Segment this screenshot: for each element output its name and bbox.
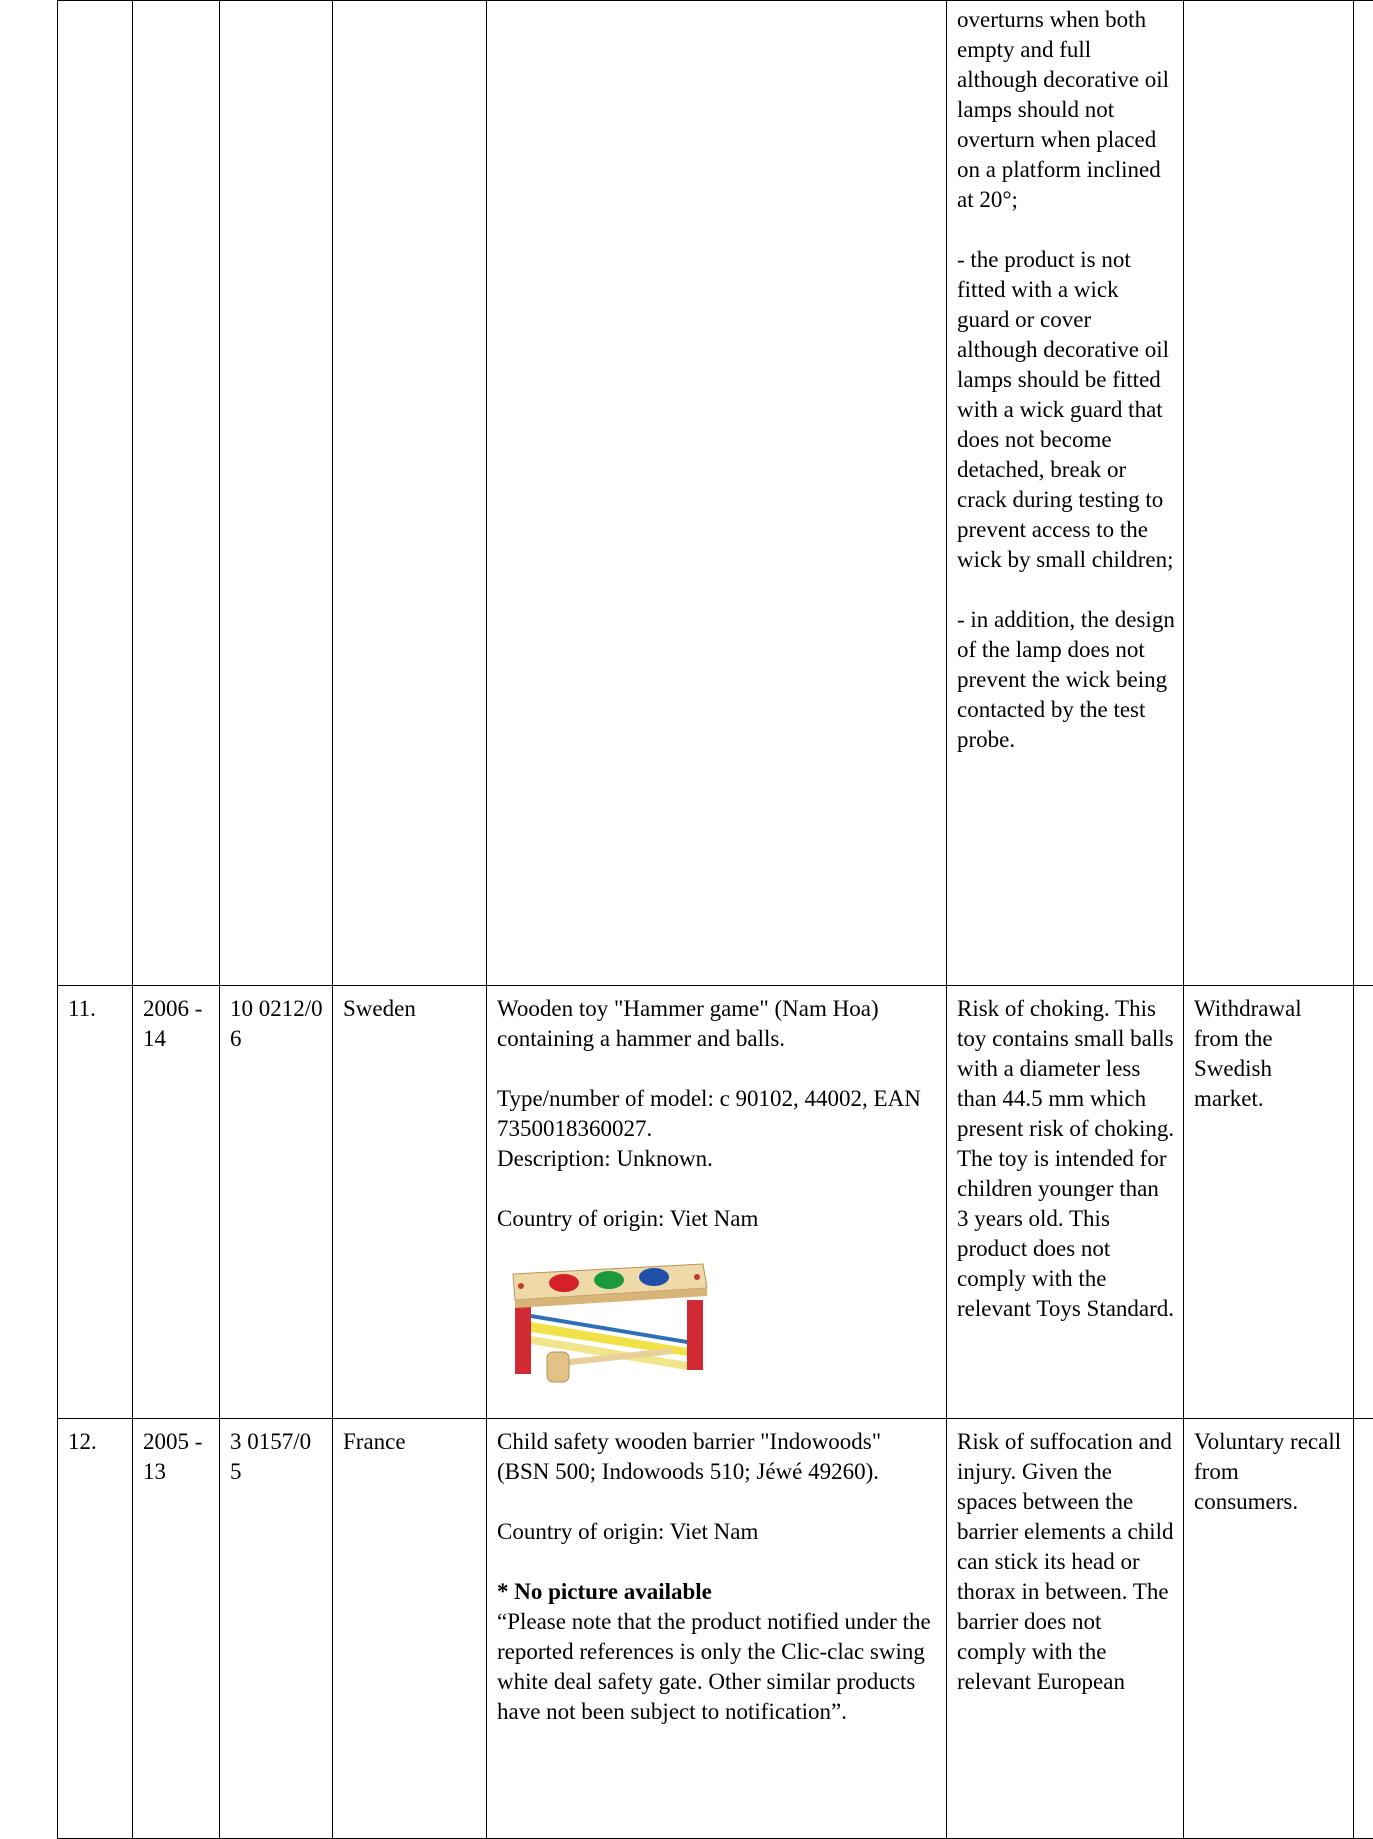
cell-year: 2005 - 13	[133, 1419, 220, 1839]
cell-extra	[1354, 1419, 1373, 1839]
cell-product	[487, 1, 947, 986]
cell-risk: Risk of choking. This toy contains small balls with a diameter less than 44.5 mm which present risk of choking. The toy is intended for children younger than 3 years old. This product does not comply with the relevant Toys Standard.	[947, 986, 1184, 1419]
cell-measures: Voluntary recall from consumers.	[1184, 1419, 1354, 1839]
no-picture-note: * No picture available	[497, 1577, 938, 1607]
risk-paragraph-2: - the product is not fitted with a wick guard or cover although decorative oil lamps should be fitted with a wick guard that does not become detached, break or crack during testing to prevent access to the wick by small children;	[957, 245, 1175, 575]
cell-ref: 3 0157/0 5	[220, 1419, 333, 1839]
risk-paragraph-3: - in addition, the design of the lamp does not prevent the wick being contacted by the test probe.	[957, 605, 1175, 755]
product-model: Type/number of model: c 90102, 44002, EAN 7350018360027.	[497, 1084, 938, 1144]
cell-no: 12.	[58, 1419, 133, 1839]
rapex-table	[57, 0, 1373, 1839]
table-row-11	[58, 986, 1373, 1419]
cell-product	[487, 1419, 947, 1839]
cell-product	[487, 986, 947, 1419]
cell-ref	[220, 1, 333, 986]
cell-ref: 10 0212/0 6	[220, 986, 333, 1419]
table-row-12	[58, 1419, 1373, 1839]
product-description: Description: Unknown.	[497, 1144, 938, 1174]
risk-paragraph-1: overturns when both empty and full although decorative oil lamps should not overturn when placed on a platform inclined at 20°;	[957, 5, 1175, 215]
cell-country	[333, 1, 487, 986]
cell-country: France	[333, 1419, 487, 1839]
cell-no: 11.	[58, 986, 133, 1419]
cell-measures	[1184, 1, 1354, 986]
product-note: “Please note that the product notified under the reported references is only the Clic-clac swing white deal safety gate. Other similar products have not been subject to notification”.	[497, 1607, 938, 1727]
cell-no	[58, 1, 133, 986]
product-name: Wooden toy "Hammer game" (Nam Hoa) containing a hammer and balls.	[497, 994, 938, 1054]
cell-country: Sweden	[333, 986, 487, 1419]
cell-year	[133, 1, 220, 986]
cell-extra	[1354, 1, 1373, 986]
cell-year: 2006 - 14	[133, 986, 220, 1419]
product-name: Child safety wooden barrier "Indowoods" (BSN 500; Indowoods 510; Jéwé 49260).	[497, 1427, 938, 1487]
cell-risk	[947, 1, 1184, 986]
table-row-continued	[58, 1, 1373, 986]
wooden-hammer-toy-image	[511, 1252, 721, 1387]
cell-measures: Withdrawal from the Swedish market.	[1184, 986, 1354, 1419]
product-origin: Country of origin: Viet Nam	[497, 1517, 938, 1547]
product-origin: Country of origin: Viet Nam	[497, 1204, 938, 1234]
cell-extra	[1354, 986, 1373, 1419]
cell-risk: Risk of suffocation and injury. Given the spaces between the barrier elements a child can stick its head or thorax in between. The barrier does not comply with the relevant European	[947, 1419, 1184, 1839]
